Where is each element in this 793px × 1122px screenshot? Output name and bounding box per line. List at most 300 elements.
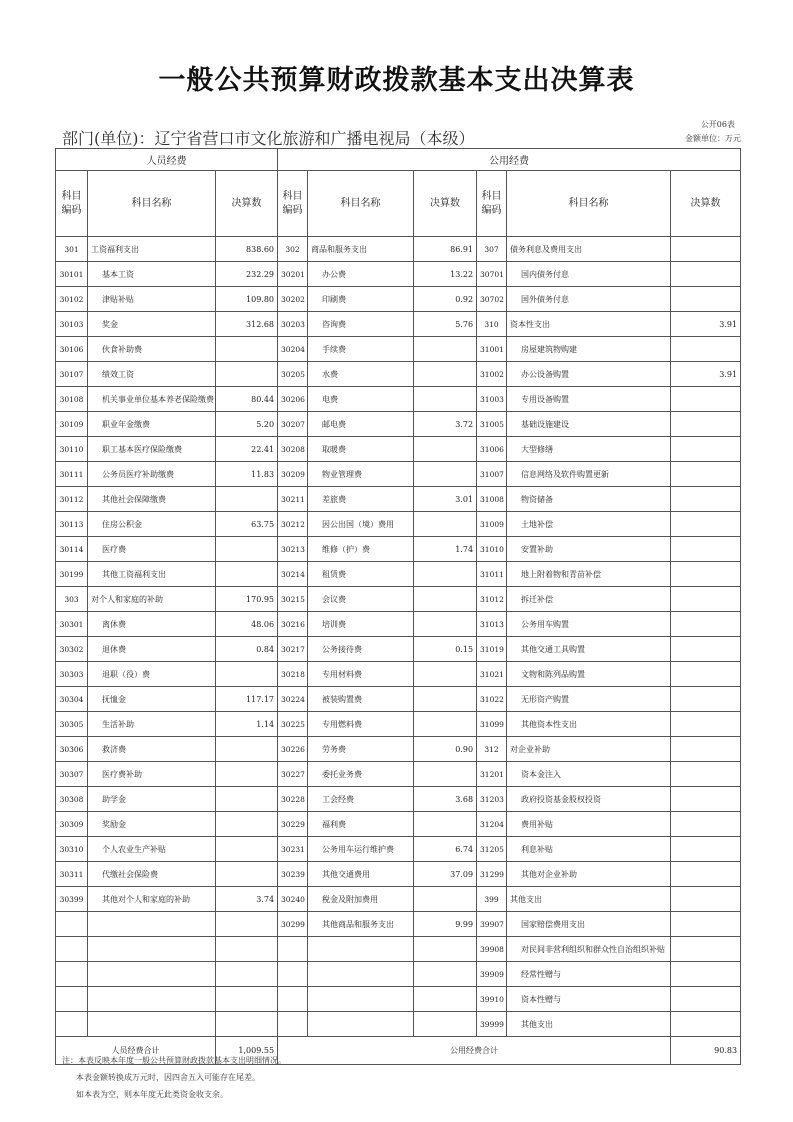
cell-name: 工资福利支出 (88, 237, 216, 262)
table-row (56, 637, 741, 662)
cell-amount (671, 412, 741, 437)
cell-code: 31203 (477, 787, 507, 812)
cell-amount (671, 487, 741, 512)
cell-name: 物业管理费 (308, 462, 414, 487)
header-code-line: 编码 (61, 204, 82, 216)
cell-code: 30309 (56, 812, 88, 837)
cell-name: 利息补贴 (507, 837, 671, 862)
table-row (56, 437, 741, 462)
table-row (56, 687, 741, 712)
cell-amount: 37.09 (414, 862, 477, 887)
cell-code: 30208 (278, 437, 308, 462)
public-total-label: 公用经费合计 (278, 1037, 671, 1065)
cell-code: 31012 (477, 587, 507, 612)
cell-name: 其他支出 (507, 1012, 671, 1037)
cell-name: 安置补助 (507, 537, 671, 562)
table-row (56, 712, 741, 737)
cell-name: 其他社会保障缴费 (88, 487, 216, 512)
cell-code: 31204 (477, 812, 507, 837)
cell-name: 国外债务付息 (507, 287, 671, 312)
form-number: 公开06表 (700, 120, 735, 129)
cell-code: 31205 (477, 837, 507, 862)
cell-code: 31099 (477, 712, 507, 737)
cell-amount (216, 937, 278, 962)
cell-name: 资本性赠与 (507, 987, 671, 1012)
header-name: 科目名称 (88, 171, 216, 237)
table-row (56, 287, 741, 312)
cell-code: 30307 (56, 762, 88, 787)
cell-amount (216, 962, 278, 987)
cell-code: 30109 (56, 412, 88, 437)
cell-code: 30207 (278, 412, 308, 437)
cell-amount (671, 537, 741, 562)
cell-name: 政府投资基金股权投资 (507, 787, 671, 812)
cell-name: 公务接待费 (308, 637, 414, 662)
cell-amount (671, 287, 741, 312)
cell-amount (671, 587, 741, 612)
cell-name: 救济费 (88, 737, 216, 762)
cell-name: 其他对企业补助 (507, 862, 671, 887)
cell-amount: 3.68 (414, 787, 477, 812)
cell-name: 经常性赠与 (507, 962, 671, 987)
cell-code: 30305 (56, 712, 88, 737)
cell-code: 30701 (477, 262, 507, 287)
cell-code: 31010 (477, 537, 507, 562)
cell-amount (414, 687, 477, 712)
cell-amount (671, 337, 741, 362)
cell-code: 30209 (278, 462, 308, 487)
cell-name: 机关事业单位基本养老保险缴费 (88, 387, 216, 412)
cell-name: 电费 (308, 387, 414, 412)
cell-name: 专用设备购置 (507, 387, 671, 412)
table-row (56, 1012, 741, 1037)
cell-amount (414, 387, 477, 412)
cell-code: 30399 (56, 887, 88, 912)
cell-name: 资本性支出 (507, 312, 671, 337)
group-personnel: 人员经费 (56, 149, 278, 171)
cell-code: 30212 (278, 512, 308, 537)
cell-amount: 3.01 (414, 487, 477, 512)
cell-name: 其他工资福利支出 (88, 562, 216, 587)
cell-amount: 63.75 (216, 512, 278, 537)
cell-code: 30225 (278, 712, 308, 737)
header-amount: 决算数 (216, 171, 278, 237)
header-name: 科目名称 (507, 171, 671, 237)
cell-amount (671, 612, 741, 637)
cell-name: 文物和陈列品购置 (507, 662, 671, 687)
cell-code: 30211 (278, 487, 308, 512)
cell-name: 专用材料费 (308, 662, 414, 687)
cell-name (308, 962, 414, 987)
cell-code: 30227 (278, 762, 308, 787)
cell-amount (671, 812, 741, 837)
table-row (56, 262, 741, 287)
cell-name: 因公出国（境）费用 (308, 512, 414, 537)
cell-name: 办公费 (308, 262, 414, 287)
cell-code: 30226 (278, 737, 308, 762)
cell-code (278, 962, 308, 987)
cell-amount (671, 1012, 741, 1037)
cell-amount (216, 537, 278, 562)
cell-name: 拆迁补偿 (507, 587, 671, 612)
cell-name: 租赁费 (308, 562, 414, 587)
public-total-value: 90.83 (671, 1037, 741, 1065)
cell-code: 31022 (477, 687, 507, 712)
cell-amount: 117.17 (216, 687, 278, 712)
cell-amount (671, 712, 741, 737)
cell-name: 公务用车购置 (507, 612, 671, 637)
cell-code: 31013 (477, 612, 507, 637)
cell-amount: 48.06 (216, 612, 278, 637)
cell-name: 代缴社会保险费 (88, 862, 216, 887)
cell-amount: 0.92 (414, 287, 477, 312)
cell-code: 30202 (278, 287, 308, 312)
cell-name: 对企业补助 (507, 737, 671, 762)
cell-name: 职业年金缴费 (88, 412, 216, 437)
cell-amount: 3.91 (671, 362, 741, 387)
cell-amount: 170.95 (216, 587, 278, 612)
cell-code: 302 (278, 237, 308, 262)
cell-code: 30112 (56, 487, 88, 512)
cell-code: 39908 (477, 937, 507, 962)
cell-code: 31201 (477, 762, 507, 787)
cell-code: 301 (56, 237, 88, 262)
cell-amount (671, 637, 741, 662)
table-row (56, 312, 741, 337)
cell-amount: 0.15 (414, 637, 477, 662)
cell-name: 土地补偿 (507, 512, 671, 537)
cell-name: 信息网络及软件购置更新 (507, 462, 671, 487)
cell-amount: 1.14 (216, 712, 278, 737)
cell-code (278, 937, 308, 962)
cell-name: 委托业务费 (308, 762, 414, 787)
cell-code: 30199 (56, 562, 88, 587)
cell-code: 31001 (477, 337, 507, 362)
cell-name: 抚恤金 (88, 687, 216, 712)
cell-name: 债务利息及费用支出 (507, 237, 671, 262)
cell-code: 31003 (477, 387, 507, 412)
cell-amount (414, 462, 477, 487)
cell-amount (414, 762, 477, 787)
personnel-total-label: 人员经费合计 (56, 1037, 216, 1065)
header-code-line: 编码 (282, 204, 303, 216)
cell-amount (414, 587, 477, 612)
cell-name (88, 987, 216, 1012)
cell-code: 30213 (278, 537, 308, 562)
cell-code: 30218 (278, 662, 308, 687)
header-code (477, 171, 507, 237)
cell-name: 医疗费补助 (88, 762, 216, 787)
table-row (56, 912, 741, 937)
cell-code: 31019 (477, 637, 507, 662)
table-row (56, 562, 741, 587)
cell-name: 其他商品和服务支出 (308, 912, 414, 937)
cell-amount (414, 962, 477, 987)
table-row (56, 662, 741, 687)
cell-name: 商品和服务支出 (308, 237, 414, 262)
cell-name: 退休费 (88, 637, 216, 662)
cell-name: 费用补贴 (507, 812, 671, 837)
cell-amount (671, 787, 741, 812)
table-row (56, 937, 741, 962)
cell-name: 其他资本性支出 (507, 712, 671, 737)
cell-code: 31021 (477, 662, 507, 687)
column-header-row (56, 171, 741, 237)
amount-unit: 金额单位：万元 (685, 134, 741, 143)
cell-code: 30102 (56, 287, 88, 312)
cell-amount: 22.41 (216, 437, 278, 462)
header-code-line: 编码 (481, 204, 502, 216)
cell-name: 对民间非营利组织和群众性自治组织补贴 (507, 937, 671, 962)
cell-amount (414, 337, 477, 362)
cell-amount: 0.84 (216, 637, 278, 662)
cell-code: 30203 (278, 312, 308, 337)
cell-amount: 109.80 (216, 287, 278, 312)
cell-amount (414, 612, 477, 637)
cell-name: 资本金注入 (507, 762, 671, 787)
table-row (56, 987, 741, 1012)
cell-code: 30214 (278, 562, 308, 587)
cell-amount: 9.99 (414, 912, 477, 937)
cell-code: 30103 (56, 312, 88, 337)
cell-code: 30306 (56, 737, 88, 762)
cell-name: 公务用车运行维护费 (308, 837, 414, 862)
table-row (56, 387, 741, 412)
cell-code: 30228 (278, 787, 308, 812)
table-row (56, 862, 741, 887)
cell-name: 物资储备 (507, 487, 671, 512)
table-row (56, 337, 741, 362)
cell-code: 30302 (56, 637, 88, 662)
table-row (56, 587, 741, 612)
cell-name: 国内债务付息 (507, 262, 671, 287)
cell-name: 津贴补贴 (88, 287, 216, 312)
header-code-line: 科目 (481, 190, 502, 202)
cell-amount (671, 987, 741, 1012)
cell-amount: 6.74 (414, 837, 477, 862)
cell-code: 31007 (477, 462, 507, 487)
cell-amount (216, 812, 278, 837)
cell-amount (671, 237, 741, 262)
cell-amount (216, 737, 278, 762)
cell-amount: 11.83 (216, 462, 278, 487)
cell-amount (414, 562, 477, 587)
cell-code: 30299 (278, 912, 308, 937)
group-public: 公用经费 (278, 149, 741, 171)
cell-name (308, 1012, 414, 1037)
cell-code: 30204 (278, 337, 308, 362)
cell-code: 31002 (477, 362, 507, 387)
cell-code: 30240 (278, 887, 308, 912)
cell-amount (414, 712, 477, 737)
cell-name: 奖金 (88, 312, 216, 337)
table-row (56, 612, 741, 637)
cell-name: 绩效工资 (88, 362, 216, 387)
table-row (56, 837, 741, 862)
cell-code: 30205 (278, 362, 308, 387)
cell-code: 30111 (56, 462, 88, 487)
table-row (56, 462, 741, 487)
cell-code: 30201 (278, 262, 308, 287)
cell-amount (671, 862, 741, 887)
cell-amount (671, 887, 741, 912)
table-row (56, 512, 741, 537)
cell-code: 30206 (278, 387, 308, 412)
expenditure-table (55, 148, 741, 1065)
cell-code: 39907 (477, 912, 507, 937)
cell-code: 30110 (56, 437, 88, 462)
cell-name: 职工基本医疗保险缴费 (88, 437, 216, 462)
table-row (56, 412, 741, 437)
cell-name (308, 937, 414, 962)
cell-code: 30224 (278, 687, 308, 712)
cell-name: 其他交通费用 (308, 862, 414, 887)
cell-code: 30303 (56, 662, 88, 687)
note-line: 注：本表反映本年度一般公共预算财政拨款基本支出明细情况。 (62, 1056, 286, 1065)
cell-name (88, 1012, 216, 1037)
cell-code: 30229 (278, 812, 308, 837)
cell-name: 其他对个人和家庭的补助 (88, 887, 216, 912)
cell-code: 31006 (477, 437, 507, 462)
cell-code: 303 (56, 587, 88, 612)
cell-amount: 3.91 (671, 312, 741, 337)
cell-amount (414, 362, 477, 387)
cell-code: 39910 (477, 987, 507, 1012)
cell-code (56, 1012, 88, 1037)
cell-amount (216, 862, 278, 887)
cell-name: 退职（役）费 (88, 662, 216, 687)
note-line: 本表金额转换成万元时，因四舍五入可能存在尾差。 (76, 1073, 260, 1082)
cell-amount: 232.29 (216, 262, 278, 287)
cell-code: 31299 (477, 862, 507, 887)
header-code-line: 科目 (61, 190, 82, 202)
cell-code: 307 (477, 237, 507, 262)
cell-name: 个人农业生产补贴 (88, 837, 216, 862)
cell-amount (671, 687, 741, 712)
cell-amount: 86.91 (414, 237, 477, 262)
cell-amount (216, 662, 278, 687)
cell-name (88, 937, 216, 962)
cell-amount (216, 362, 278, 387)
cell-code: 30114 (56, 537, 88, 562)
cell-name (88, 962, 216, 987)
cell-code: 39999 (477, 1012, 507, 1037)
cell-code: 31008 (477, 487, 507, 512)
cell-name: 税金及附加费用 (308, 887, 414, 912)
cell-amount (671, 912, 741, 937)
cell-amount (671, 662, 741, 687)
cell-code (56, 912, 88, 937)
cell-amount (216, 487, 278, 512)
personnel-total-value: 1,009.55 (216, 1037, 278, 1065)
cell-code: 399 (477, 887, 507, 912)
cell-name: 伙食补助费 (88, 337, 216, 362)
cell-name (88, 912, 216, 937)
cell-amount (414, 812, 477, 837)
table-row (56, 762, 741, 787)
cell-name: 奖励金 (88, 812, 216, 837)
cell-amount (414, 1012, 477, 1037)
cell-amount (671, 562, 741, 587)
table-row (56, 237, 741, 262)
cell-code: 39909 (477, 962, 507, 987)
cell-amount (414, 512, 477, 537)
cell-name: 咨询费 (308, 312, 414, 337)
cell-name: 福利费 (308, 812, 414, 837)
cell-amount (216, 337, 278, 362)
table-row (56, 362, 741, 387)
cell-name: 助学金 (88, 787, 216, 812)
cell-name: 无形资产购置 (507, 687, 671, 712)
cell-code: 30106 (56, 337, 88, 362)
cell-name: 取暖费 (308, 437, 414, 462)
cell-amount (671, 262, 741, 287)
table-row (56, 537, 741, 562)
cell-code: 30107 (56, 362, 88, 387)
cell-name: 邮电费 (308, 412, 414, 437)
cell-name: 手续费 (308, 337, 414, 362)
table-row (56, 487, 741, 512)
cell-code: 30101 (56, 262, 88, 287)
cell-code: 30217 (278, 637, 308, 662)
cell-amount: 0.90 (414, 737, 477, 762)
cell-amount (671, 737, 741, 762)
cell-amount: 13.22 (414, 262, 477, 287)
cell-amount: 5.20 (216, 412, 278, 437)
cell-name: 会议费 (308, 587, 414, 612)
cell-code (278, 987, 308, 1012)
cell-code (56, 962, 88, 987)
cell-code: 30239 (278, 862, 308, 887)
group-header-row (56, 149, 741, 171)
cell-name: 基础设施建设 (507, 412, 671, 437)
cell-code: 31011 (477, 562, 507, 587)
cell-amount (216, 837, 278, 862)
cell-name: 维修（护）费 (308, 537, 414, 562)
header-code (56, 171, 88, 237)
cell-amount (671, 937, 741, 962)
cell-name: 医疗费 (88, 537, 216, 562)
cell-code: 30113 (56, 512, 88, 537)
cell-amount (414, 937, 477, 962)
cell-code: 30308 (56, 787, 88, 812)
cell-code: 310 (477, 312, 507, 337)
cell-name: 其他交通工具购置 (507, 637, 671, 662)
cell-name: 生活补助 (88, 712, 216, 737)
cell-name: 大型修缮 (507, 437, 671, 462)
cell-name: 办公设备购置 (507, 362, 671, 387)
cell-amount (216, 787, 278, 812)
cell-code: 30216 (278, 612, 308, 637)
cell-name (308, 987, 414, 1012)
cell-code (56, 937, 88, 962)
cell-amount (414, 987, 477, 1012)
cell-name: 国家赔偿费用支出 (507, 912, 671, 937)
cell-name: 劳务费 (308, 737, 414, 762)
cell-name: 离休费 (88, 612, 216, 637)
header-code (278, 171, 308, 237)
header-amount: 决算数 (414, 171, 477, 237)
notes (62, 1052, 286, 1103)
cell-amount (671, 512, 741, 537)
cell-code: 30311 (56, 862, 88, 887)
cell-code: 31009 (477, 512, 507, 537)
table-row (56, 962, 741, 987)
cell-code: 31005 (477, 412, 507, 437)
cell-code: 30231 (278, 837, 308, 862)
cell-name: 其他支出 (507, 887, 671, 912)
cell-code: 30702 (477, 287, 507, 312)
